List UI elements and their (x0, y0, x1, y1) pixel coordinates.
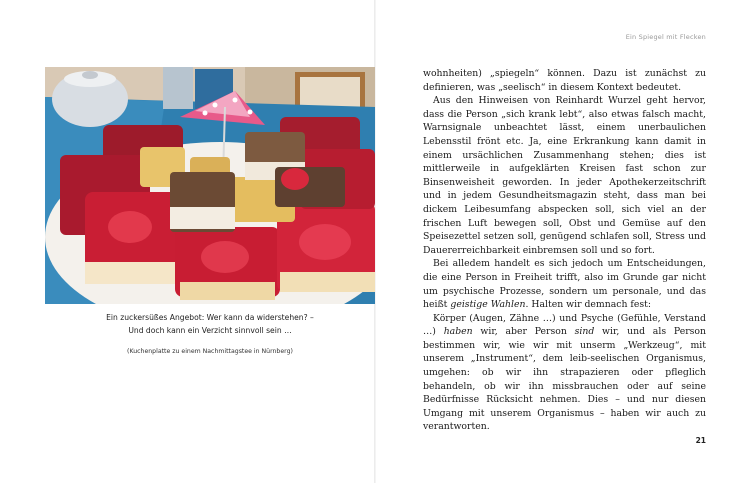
photo-caption (60, 311, 360, 337)
page-number: 21 (695, 436, 706, 445)
caption-line-2: Und doch kann ein Verzicht sinnvoll sein … (128, 326, 292, 335)
paragraph-3 (423, 257, 706, 311)
paragraph-4-text-c: wir, und als Person bestimmen wir, wie wir mit unserm „Werkzeug“, mit unserem „Instrument“, dem leib-seelischen Organismus, umgehen: ob wir ihn strapazieren oder pfleglich behandeln, ob wir ihn missbrauchen oder auf seine Bedürfnisse Rücksicht nehmen. Dies – und nur diesen Umgang mit unserem Organismus – haben wir auch zu verantworten. (423, 326, 706, 433)
paragraph-4-emphasis-sind: sind (574, 326, 595, 338)
caption-line-1: Ein zuckersüßes Angebot: Wer kann da widerstehen? – (106, 313, 314, 322)
body-text (423, 67, 706, 434)
cake-platter-photo (45, 67, 375, 304)
paragraph-4-text-a: Körper (Augen, Zähne …) und Psyche (Gefühle, Verstand …) (423, 312, 706, 338)
paragraph-3-end: . Halten wir demnach fest: (525, 299, 652, 311)
paragraph-3-text: Bei alledem handelt es sich jedoch um Entscheidungen, die eine Person in Freiheit trifft, also im Grunde gar nicht um psychische Prozesse, sondern um personale, und das heißt (423, 258, 706, 311)
caption-note: (Kuchenplatte zu einem Nachmittagstee in Nürnberg) (127, 348, 293, 355)
paragraph-4-text-b: wir, aber Person (472, 326, 575, 338)
paragraph-4-emphasis-haben: haben (443, 326, 473, 338)
paragraph-4 (423, 312, 706, 434)
running-head: Ein Spiegel mit Flecken (625, 33, 706, 41)
paragraph-1: wohnheiten) „spiegeln“ können. Dazu ist zunächst zu definieren, was „seelisch“ in diesem Kontext bedeutet. (423, 68, 706, 93)
paragraph-2: Aus den Hinweisen von Reinhardt Wurzel geht hervor, dass die Person „sich krank lebt“, also etwas falsch macht, Warnsignale unbeachtet lässt, einem unerbaulichen Lebensstil frönt etc. Ja, eine Erkrankung kann damit in einem ursächlichen Zusammenhang stehen; dies ist mittlerweile in aufgeklärten Kreisen fast schon zur Binsenweisheit geworden. In jeder Apothekerzeitschrift und in jedem Gesundheitsmagazin steht, dass man bei dickem Leibesumfang abspecken soll, sich viel an der frischen Luft bewegen soll, Obst und Gemüse auf den Speisezettel setzen soll, genügend schlafen soll, Stress und Dauererreichbarkeit einbremsen soll und so fort. (423, 95, 706, 256)
paragraph-3-emphasis: geistige Wahlen (450, 299, 526, 311)
